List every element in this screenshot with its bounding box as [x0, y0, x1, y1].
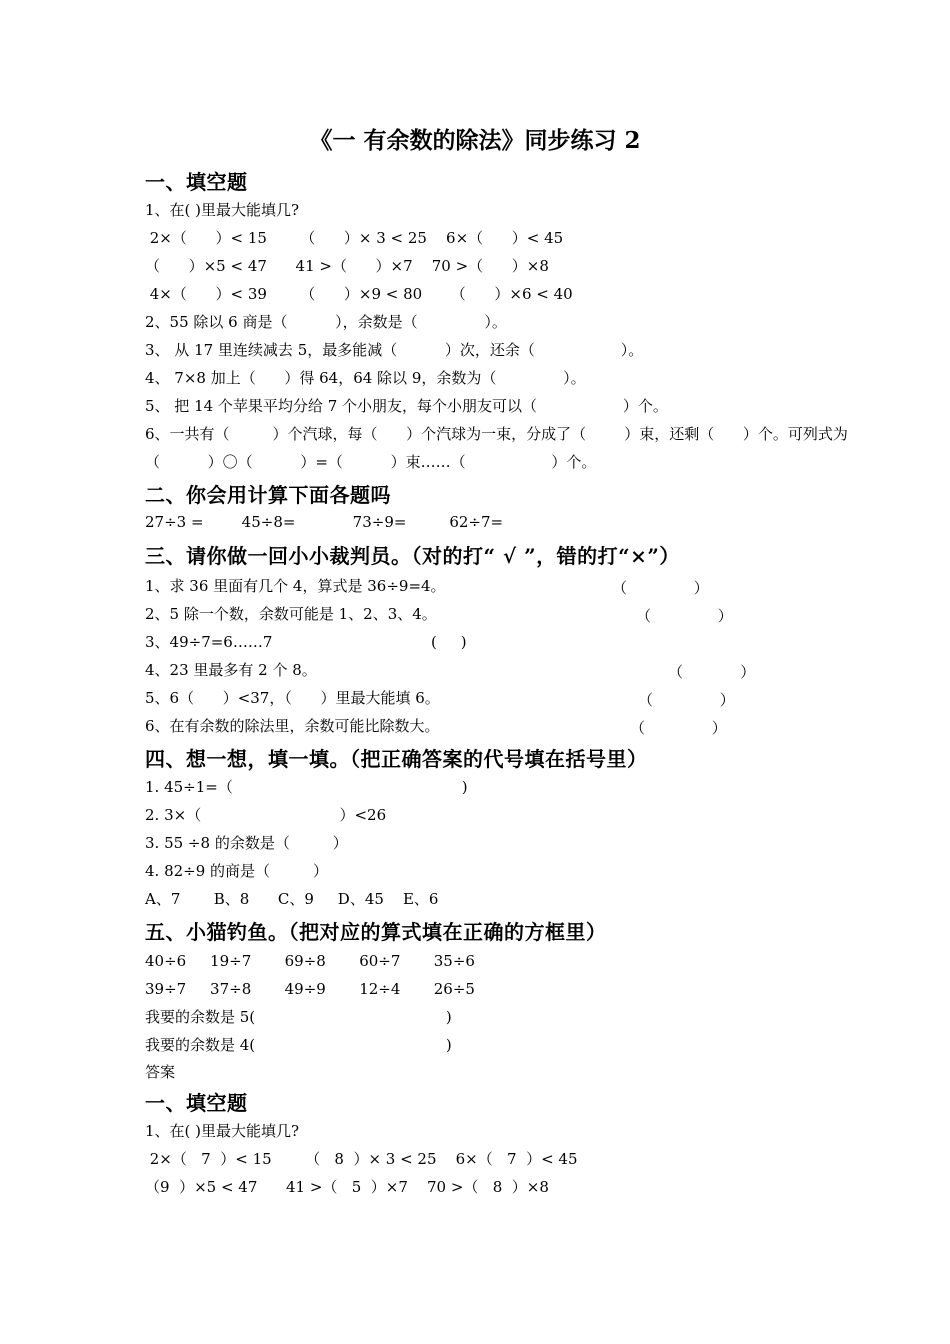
judge-item-3: 3、49÷7=6……7	[145, 633, 273, 651]
section-heading-think-fill: 四、想一想，填一填。（把正确答案的代号填在括号里）	[145, 747, 648, 771]
answer-options: A、7 B、8 C、9 D、45 E、6	[145, 890, 439, 908]
page-title: 《一 有余数的除法》同步练习 2	[309, 127, 641, 154]
judge-answer-paren-1: （ ）	[612, 579, 709, 597]
fill-item-3: 3. 55 ÷8 的余数是（ ）	[145, 834, 348, 852]
section-heading-cat-fishing: 五、小猫钓鱼。（把对应的算式填在正确的方框里）	[145, 920, 607, 944]
judge-item-4: 4、23 里最多有 2 个 8。	[145, 661, 317, 679]
question-4: 4、 7×8 加上（ ）得 64，64 除以 9，余数为（ ）。	[145, 369, 586, 387]
remainder-5-box: 我要的余数是 5( )	[145, 1008, 452, 1026]
question-3: 3、 从 17 里连续减去 5，最多能减（ ）次，还余（ ）。	[145, 341, 644, 359]
answer-row-1: 2×（ 7 ）< 15 （ 8 ）× 3 < 25 6×（ 7 ）< 45	[145, 1150, 578, 1168]
judge-answer-paren-3: ( )	[431, 633, 467, 651]
section-heading-calculation: 二、你会用计算下面各题吗	[145, 483, 391, 507]
question-1-intro: 1、在( )里最大能填几?	[145, 201, 300, 219]
fill-item-1: 1. 45÷1=（ )	[145, 778, 468, 796]
question-1-row-1: 2×（ ）< 15 （ ）× 3 < 25 6×（ ）< 45	[145, 229, 564, 247]
question-1-row-2: （ ）×5 < 47 41 >（ ）×7 70 >（ ）×8	[145, 257, 549, 275]
fill-item-4: 4. 82÷9 的商是（ ）	[145, 862, 328, 880]
question-6-line-1: 6、一共有（ ）个汽球，每（ ）个汽球为一束，分成了（ ）束，还剩（ ）个。可列式为	[145, 425, 848, 443]
question-1-row-3: 4×（ ）< 39 （ ）×9 < 80 （ ）×6 < 40	[145, 285, 573, 303]
fill-item-2: 2. 3×（ ）<26	[145, 806, 387, 824]
question-6-line-2: （ ）〇（ ）=（ ）束……（ ）个。	[145, 453, 597, 471]
judge-item-5: 5、6（ ）<37，（ ）里最大能填 6。	[145, 689, 440, 707]
remainder-4-box: 我要的余数是 4( )	[145, 1036, 452, 1054]
judge-item-6: 6、在有余数的除法里，余数可能比除数大。	[145, 717, 440, 735]
question-2: 2、55 除以 6 商是（ ），余数是（ ）。	[145, 313, 507, 331]
fish-expressions-row-2: 39÷7 37÷8 49÷9 12÷4 26÷5	[145, 980, 475, 998]
judge-answer-paren-4: （ ）	[668, 663, 756, 681]
fish-expressions-row-1: 40÷6 19÷7 69÷8 60÷7 35÷6	[145, 952, 475, 970]
calculation-row: 27÷3 = 45÷8= 73÷9= 62÷7=	[145, 513, 504, 531]
section-heading-fill-blanks: 一、填空题	[145, 170, 248, 194]
judge-answer-paren-5: （ ）	[638, 691, 735, 709]
answer-label: 答案	[145, 1063, 176, 1081]
judge-answer-paren-6: （ ）	[630, 719, 727, 737]
answer-section-heading: 一、填空题	[145, 1091, 248, 1115]
judge-item-2: 2、5 除一个数，余数可能是 1、2、3、4。	[145, 605, 437, 623]
question-5: 5、 把 14 个苹果平均分给 7 个小朋友，每个小朋友可以（ ）个。	[145, 397, 668, 415]
answer-row-2: （9 ）×5 < 47 41 >（ 5 ）×7 70 >（ 8 ）×8	[145, 1178, 549, 1196]
section-heading-judge: 三、请你做一回小小裁判员。（对的打“ √ ”，错的打“×”）	[145, 544, 680, 568]
judge-item-1: 1、求 36 里面有几个 4，算式是 36÷9=4。	[145, 577, 446, 595]
judge-answer-paren-2: （ ）	[636, 607, 733, 625]
answer-question-1-intro: 1、在( )里最大能填几?	[145, 1122, 300, 1140]
